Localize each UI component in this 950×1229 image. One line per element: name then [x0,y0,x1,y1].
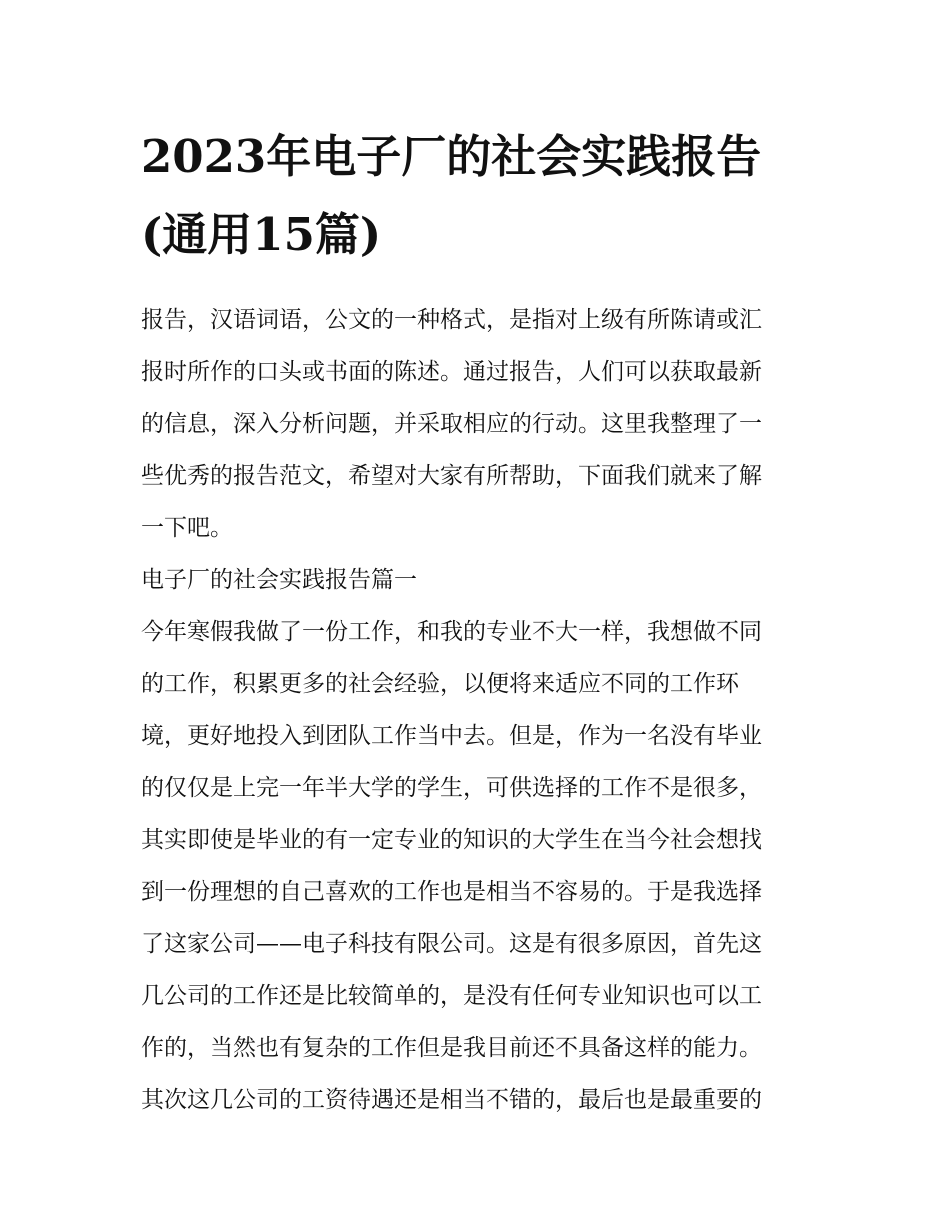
text-line: 到一份理想的自己喜欢的工作也是相当不容易的。于是我选择 [141,879,762,905]
text-line: 作的，当然也有复杂的工作但是我目前还不具备这样的能力。 [141,1035,762,1061]
text-line: 一下吧。 [141,515,233,541]
document-body [141,294,813,1126]
text-line: 的工作，积累更多的社会经验，以便将来适应不同的工作环 [141,671,739,697]
text-line: 报告，汉语词语，公文的一种格式，是指对上级有所陈请或汇 [141,307,762,333]
text-line: 境，更好地投入到团队工作当中去。但是，作为一名没有毕业 [141,723,762,749]
section-heading: 电子厂的社会实践报告篇一 [141,567,417,593]
text-line: 其次这几公司的工资待遇还是相当不错的，最后也是最重要的 [141,1087,762,1113]
text-line: 的仅仅是上完一年半大学的学生，可供选择的工作不是很多， [141,775,762,801]
text-line: 其实即使是毕业的有一定专业的知识的大学生在当今社会想找 [141,827,762,853]
section-paragraph [141,606,813,1126]
text-line: 的信息，深入分析问题，并采取相应的行动。这里我整理了一 [141,411,762,437]
intro-paragraph [141,294,813,554]
text-line: 报时所作的口头或书面的陈述。通过报告，人们可以获取最新 [141,359,762,385]
text-line: 了这家公司——电子科技有限公司。这是有很多原因，首先这 [141,931,762,957]
title-line: (通用15篇) [141,208,382,261]
text-line: 几公司的工作还是比较简单的，是没有任何专业知识也可以工 [141,983,762,1009]
title-line: 2023年电子厂的社会实践报告 [141,130,762,183]
text-line: 今年寒假我做了一份工作，和我的专业不大一样，我想做不同 [141,619,762,645]
document-page [141,118,813,1126]
text-line: 些优秀的报告范文，希望对大家有所帮助，下面我们就来了解 [141,463,762,489]
document-title [141,118,813,274]
